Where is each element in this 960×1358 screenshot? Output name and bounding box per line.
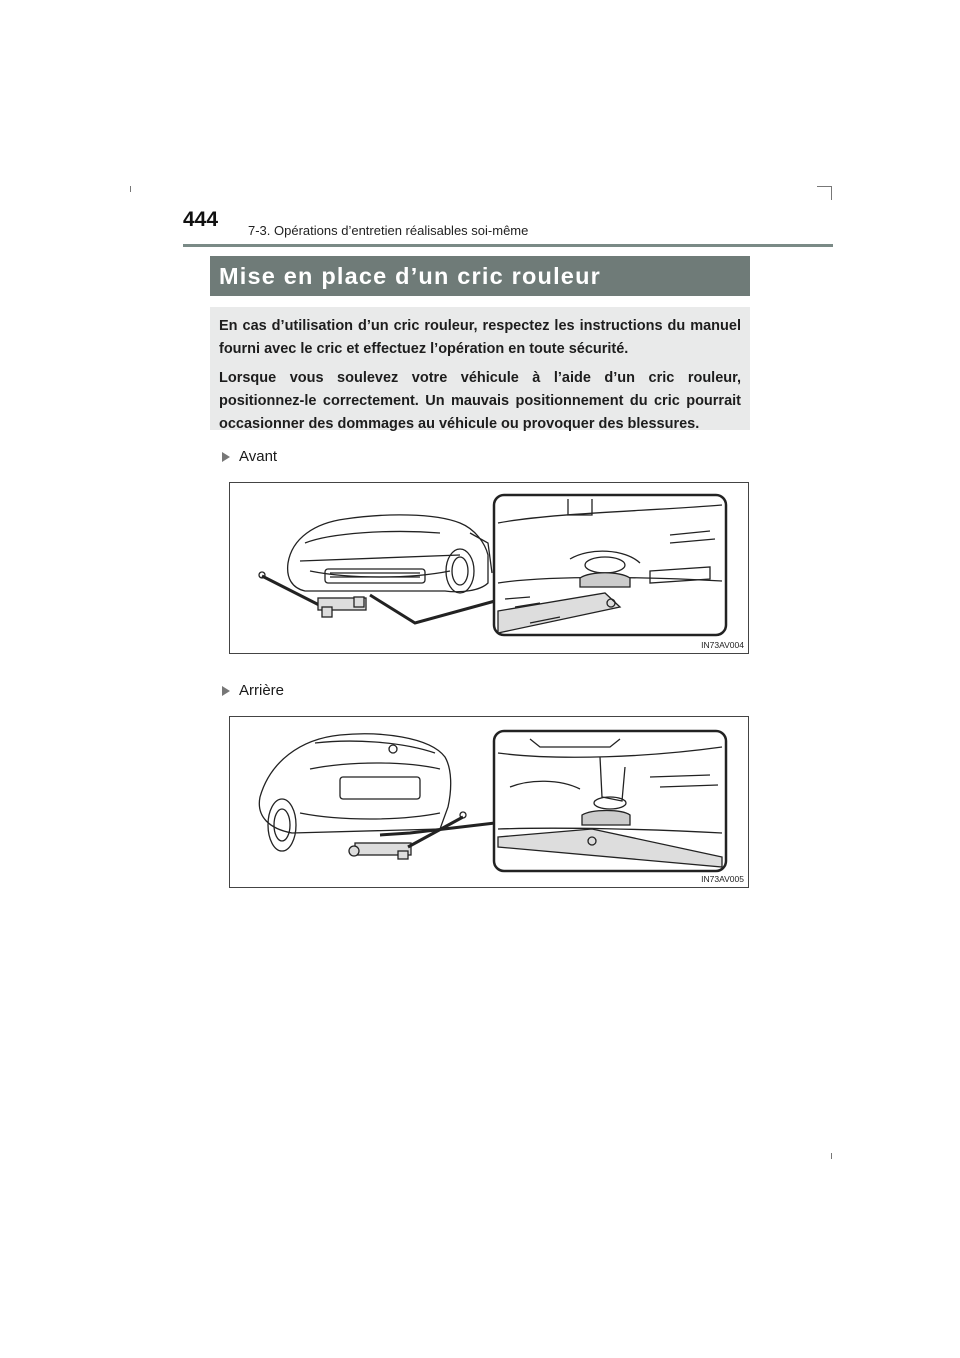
intro-paragraph-2: Lorsque vous soulevez votre véhicule à l’aide d’un cric rouleur, positionnez-le correctement. Un mauvais positionnement du cric pourrait occasionner des dommages au véhicule ou provoquer des blessures. bbox=[219, 370, 741, 432]
intro-box bbox=[210, 307, 750, 430]
figure-code: IN73AV005 bbox=[701, 874, 744, 884]
rear-jack-illustration bbox=[230, 717, 748, 887]
section-title: Mise en place d’un cric rouleur bbox=[219, 262, 601, 289]
sub-item-arriere bbox=[222, 682, 284, 699]
triangle-bullet-icon bbox=[222, 686, 230, 696]
sub-item-label: Arrière bbox=[239, 682, 285, 699]
crop-mark-top-left bbox=[130, 186, 131, 192]
chapter-heading: 7-3. Opérations d’entretien réalisables soi-même bbox=[248, 223, 529, 238]
page-number: 444 bbox=[183, 208, 219, 231]
front-jack-illustration bbox=[230, 483, 748, 653]
figure-rear-jack bbox=[229, 716, 749, 888]
crop-mark-top-right-v bbox=[831, 186, 832, 200]
section-title-bar bbox=[210, 256, 750, 296]
triangle-bullet-icon bbox=[222, 452, 230, 462]
crop-mark-top-right-h bbox=[817, 186, 832, 187]
figure-front-jack bbox=[229, 482, 749, 654]
sub-item-avant bbox=[222, 448, 277, 465]
header-rule bbox=[183, 244, 833, 247]
figure-code: IN73AV004 bbox=[701, 640, 744, 650]
sub-item-label: Avant bbox=[239, 448, 278, 465]
crop-mark-bottom-right bbox=[831, 1153, 832, 1159]
intro-paragraph-1: En cas d’utilisation d’un cric rouleur, respectez les instructions du manuel fourni avec le cric et effectuez l’opération en toute sécurité. bbox=[219, 318, 741, 357]
